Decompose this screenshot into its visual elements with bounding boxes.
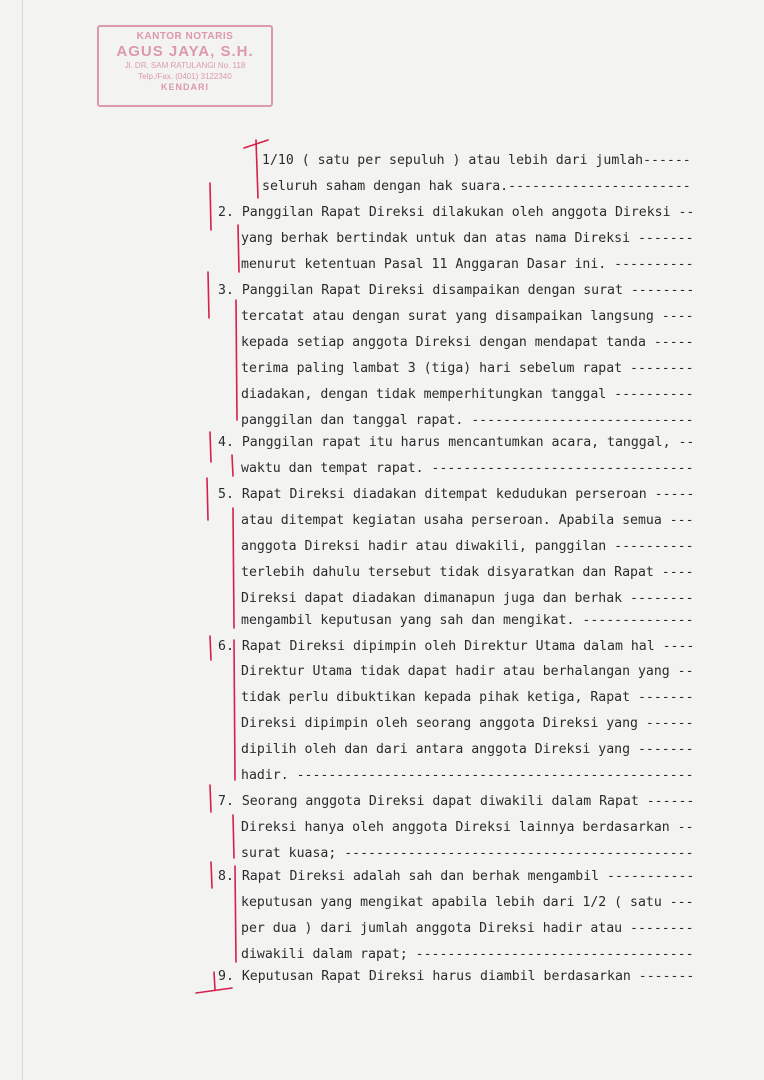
annotation-bracket [214,972,215,990]
annotation-bracket [210,432,211,462]
annotation-bracket [233,508,234,628]
text-line: keputusan yang mengikat apabila lebih dari 1/2 ( satu --- [241,895,694,910]
text-line: surat kuasa; -------------------------------------------- [241,846,694,861]
text-line: 8. Rapat Direksi adalah sah dan berhak mengambil ----------- [218,869,695,884]
annotation-bracket [256,140,258,198]
stamp-line-2: AGUS JAYA, S.H. [116,43,254,60]
stamp-line-4: Telp./Fax. (0401) 3122340 [138,72,232,81]
annotation-bracket [236,300,237,420]
text-line: diadakan, dengan tidak memperhitungkan tanggal ---------- [241,387,694,402]
text-line: Direksi dipimpin oleh seorang anggota Direksi yang ------ [241,716,694,731]
text-line: tercatat atau dengan surat yang disampaikan langsung ---- [241,309,694,324]
annotation-bracket [210,183,211,230]
text-line: yang berhak bertindak untuk dan atas nama Direksi ------- [241,231,694,246]
text-line: 9. Keputusan Rapat Direksi harus diambil berdasarkan ------- [218,969,695,984]
annotation-bracket [235,866,236,962]
annotation-bracket [207,478,208,520]
annotation-bracket [233,815,234,858]
text-line: 7. Seorang anggota Direksi dapat diwakili dalam Rapat ------ [218,794,695,809]
annotation-bracket [211,862,212,888]
text-line: mengambil keputusan yang sah dan mengikat. -------------- [241,613,694,628]
text-line: panggilan dan tanggal rapat. ---------------------------- [241,413,694,428]
annotation-bracket [210,636,211,660]
text-line: 1/10 ( satu per sepuluh ) atau lebih dari jumlah------ [262,153,691,168]
text-line: Direktur Utama tidak dapat hadir atau berhalangan yang -- [241,664,694,679]
stamp-line-5: KENDARI [160,82,209,92]
annotation-bracket [238,225,239,272]
text-line: terlebih dahulu tersebut tidak disyaratkan dan Rapat ---- [241,565,694,580]
text-line: atau ditempat kegiatan usaha perseroan. Apabila semua --- [241,513,694,528]
text-line: 4. Panggilan rapat itu harus mencantumkan acara, tanggal, -- [218,435,695,450]
annotation-bracket [208,272,209,318]
annotation-tick-bottom [196,988,232,993]
text-line: per dua ) dari jumlah anggota Direksi hadir atau -------- [241,921,694,936]
text-line: 6. Rapat Direksi dipimpin oleh Direktur Utama dalam hal ---- [218,639,695,654]
text-line: seluruh saham dengan hak suara.----------------------- [262,179,691,194]
text-line: hadir. -------------------------------------------------- [241,768,694,783]
annotation-bracket [232,455,233,476]
stamp-line-3: Jl. DR. SAM RATULANGI No. 118 [124,61,246,70]
text-line: Direksi dapat diadakan dimanapun juga dan berhak -------- [241,591,694,606]
annotation-bracket [210,785,211,812]
text-line: diwakili dalam rapat; ----------------------------------- [241,947,694,962]
text-line: 5. Rapat Direksi diadakan ditempat kedudukan perseroan ----- [218,487,695,502]
text-line: kepada setiap anggota Direksi dengan mendapat tanda ----- [241,335,694,350]
text-line: dipilih oleh dan dari antara anggota Direksi yang ------- [241,742,694,757]
text-line: menurut ketentuan Pasal 11 Anggaran Dasar ini. ---------- [241,257,694,272]
stamp-line-1: KANTOR NOTARIS [136,31,234,42]
text-line: tidak perlu dibuktikan kepada pihak ketiga, Rapat ------- [241,690,694,705]
text-line: 3. Panggilan Rapat Direksi disampaikan dengan surat -------- [218,283,695,298]
text-line: waktu dan tempat rapat. --------------------------------- [241,461,694,476]
text-line: terima paling lambat 3 (tiga) hari sebelum rapat -------- [241,361,694,376]
text-line: anggota Direksi hadir atau diwakili, panggilan ---------- [241,539,694,554]
text-line: Direksi hanya oleh anggota Direksi lainnya berdasarkan -- [241,820,694,835]
annotation-bracket [234,640,235,780]
text-line: 2. Panggilan Rapat Direksi dilakukan oleh anggota Direksi -- [218,205,695,220]
